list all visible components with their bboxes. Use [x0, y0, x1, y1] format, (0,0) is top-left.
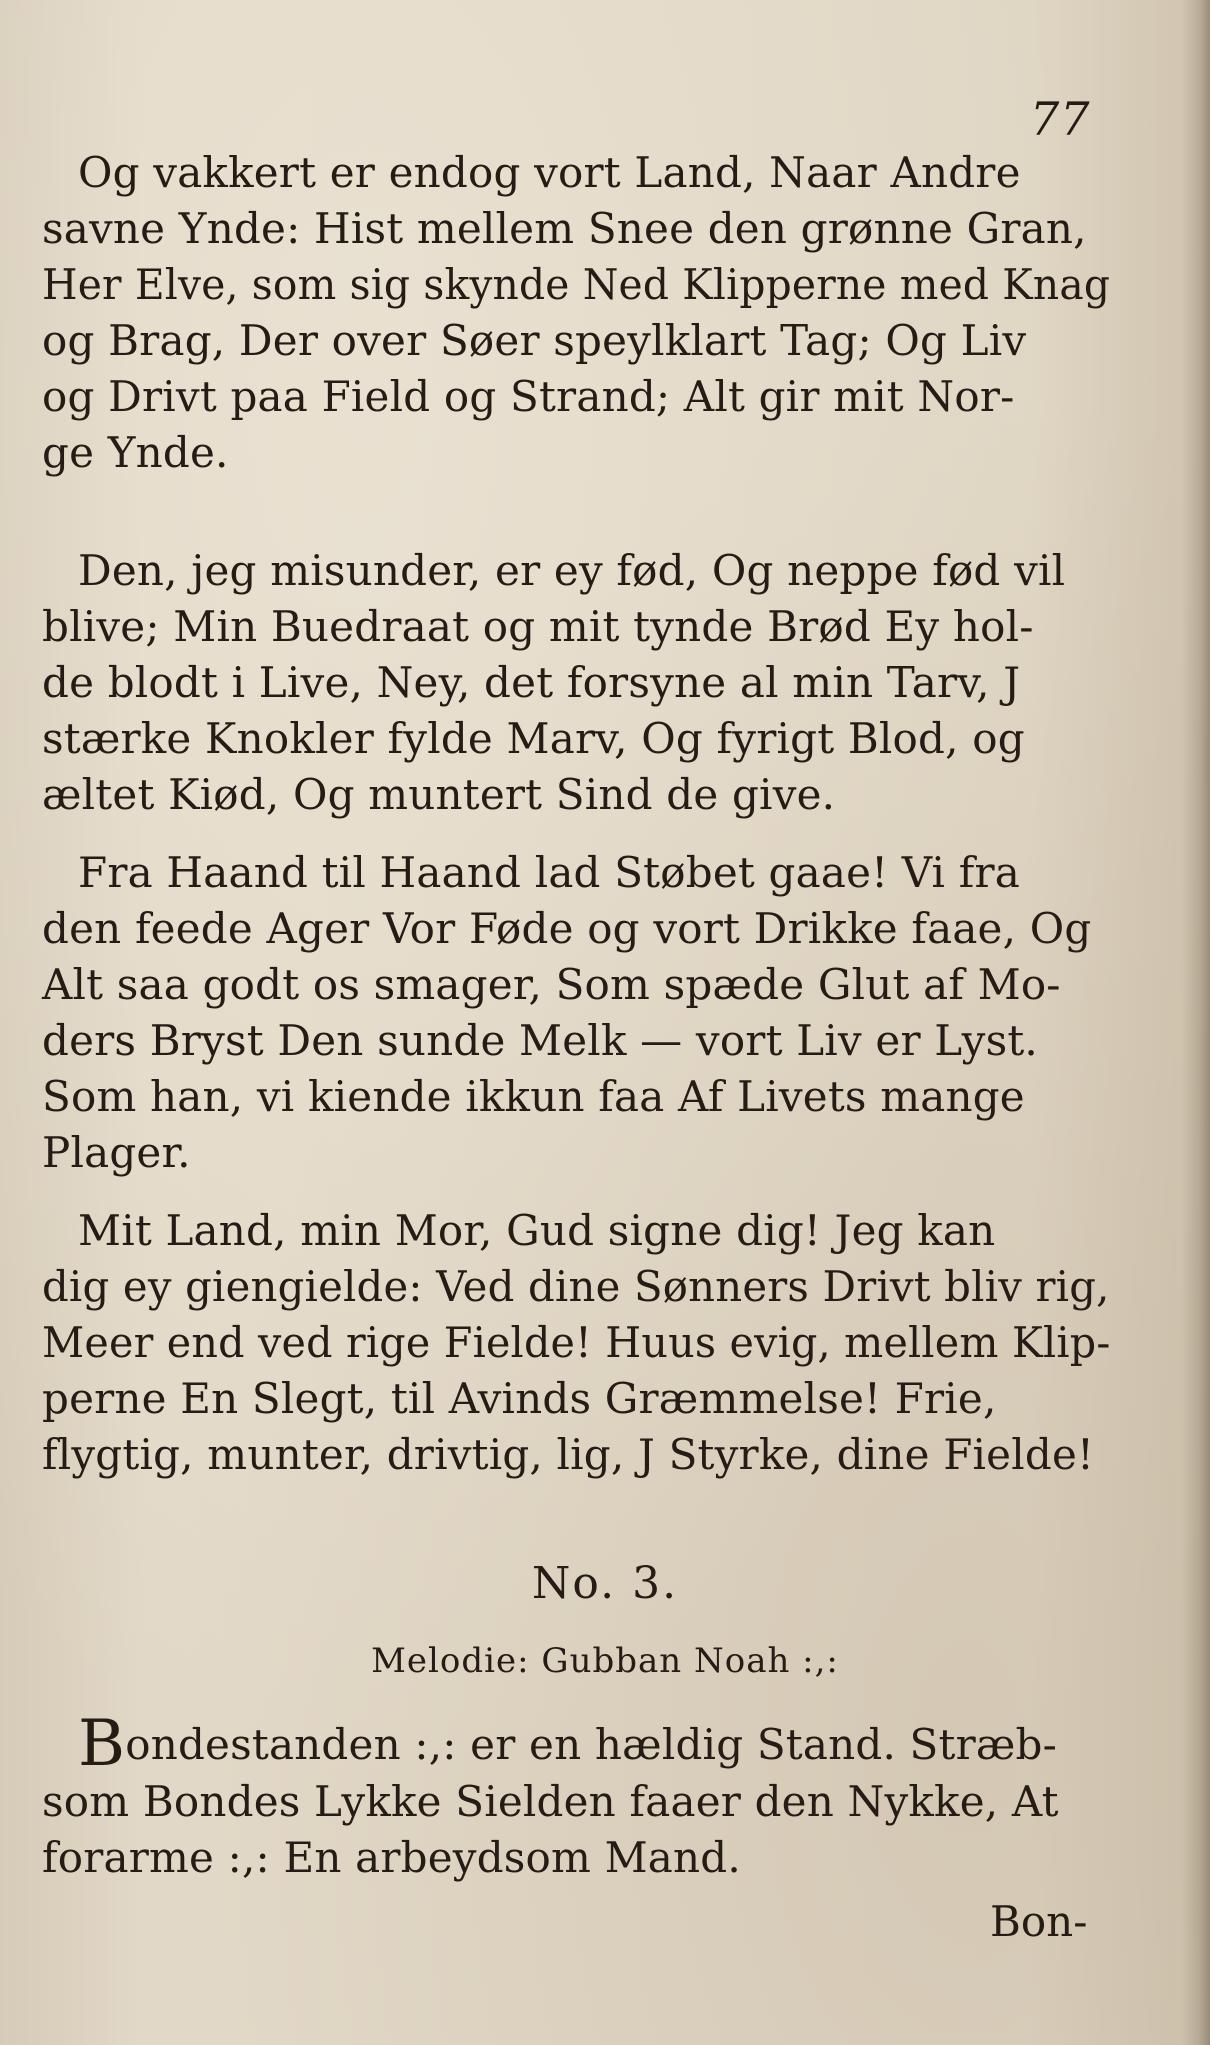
stanza-3-line-3: Alt saa godt os smager, Som spæde Glut af Mo- [42, 960, 1061, 1009]
song-line-1-text: ondestanden :,: er en hældig Stand. Stræb- [125, 1720, 1058, 1769]
stanza-1-line-2: savne Ynde: Hist mellem Snee den grønne Gran, [42, 204, 1087, 253]
song-number-heading: No. 3. [531, 1558, 679, 1609]
song-line-3: forarme :,: En arbeydsom Mand. [42, 1833, 741, 1882]
stanza-4-line-4: perne En Slegt, til Avinds Græmmelse! Frie, [42, 1374, 997, 1423]
stanza-4-line-2: dig ey giengielde: Ved dine Sønners Drivt bliv rig, [42, 1262, 1110, 1311]
stanza-1-line-5: og Drivt paa Field og Strand; Alt gir mit Nor- [42, 372, 1015, 421]
stanza-4-line-3: Meer end ved rige Fielde! Huus evig, mellem Klip- [42, 1318, 1111, 1367]
stanza-2-line-5: æltet Kiød, Og muntert Sind de give. [42, 770, 836, 819]
page-edge-shadow [1182, 0, 1210, 2045]
song-line-1 [78, 1707, 1110, 1781]
stanza-3-line-6: Plager. [42, 1128, 191, 1177]
stanza-1-line-1: Og vakkert er endog vort Land, Naar Andre [78, 148, 1021, 197]
song-line-2: som Bondes Lykke Sielden faaer den Nykke, At [42, 1777, 1059, 1826]
catchword: Bon- [990, 1897, 1088, 1946]
stanza-4-line-5: flygtig, munter, drivtig, lig, J Styrke, dine Fielde! [42, 1430, 1095, 1479]
stanza-4-line-1: Mit Land, min Mor, Gud signe dig! Jeg kan [78, 1206, 996, 1255]
stanza-2-line-2: blive; Min Buedraat og mit tynde Brød Ey hol- [42, 602, 1034, 651]
melody-line: Melodie: Gubban Noah :,: [371, 1641, 839, 1681]
stanza-1-line-6: ge Ynde. [42, 428, 229, 477]
stanza-1-line-4: og Brag, Der over Søer speylklart Tag; Og Liv [42, 316, 1027, 365]
stanza-3-line-5: Som han, vi kiende ikkun faa Af Livets mange [42, 1072, 1025, 1121]
stanza-1-line-3: Her Elve, som sig skynde Ned Klipperne med Knag [42, 260, 1111, 309]
stanza-3-line-4: ders Bryst Den sunde Melk — vort Liv er Lyst. [42, 1016, 1038, 1065]
stanza-3-line-2: den feede Ager Vor Føde og vort Drikke faae, Og [42, 904, 1092, 953]
stanza-3-line-1: Fra Haand til Haand lad Støbet gaae! Vi fra [78, 848, 1020, 897]
drop-cap-letter: B [78, 1707, 126, 1781]
stanza-2-line-3: de blodt i Live, Ney, det forsyne al min Tarv, J [42, 658, 1021, 707]
stanza-2-line-1: Den, jeg misunder, er ey fød, Og neppe fød vil [78, 546, 1066, 595]
stanza-2-line-4: stærke Knokler fylde Marv, Og fyrigt Blod, og [42, 714, 1025, 763]
page-number: 77 [1030, 92, 1091, 146]
